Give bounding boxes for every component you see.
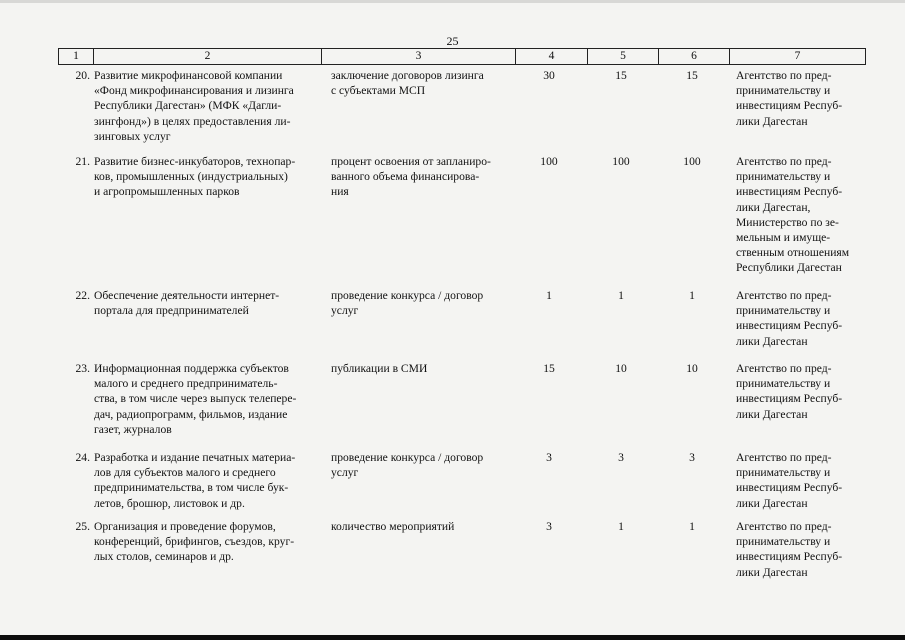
value-col-6: 3	[689, 451, 695, 464]
value-col-4: 1	[546, 289, 552, 302]
text-line: Агентство по пред-	[736, 362, 832, 375]
value-col-5: 1	[618, 520, 624, 533]
indicator	[331, 519, 531, 534]
text-line: инвестициям Респуб-	[736, 481, 843, 495]
value-col-6: 15	[686, 69, 698, 82]
indicator	[331, 68, 531, 98]
text-line: проведение конкурса / договор	[331, 289, 484, 302]
text-line: инвестициям Респуб-	[736, 550, 843, 564]
row-number: 20.	[75, 69, 90, 82]
indicator	[331, 154, 531, 200]
text-line: услуг	[331, 304, 359, 318]
text-line: ства, в том числе через выпуск телепере-	[94, 392, 297, 406]
row-number: 24.	[75, 451, 90, 464]
text-line: услуг	[331, 466, 359, 480]
text-line: летов, брошюр, листовок и др.	[94, 496, 245, 510]
value-col-5: 3	[618, 451, 624, 464]
text-line: лов для субъектов малого и среднего	[94, 466, 276, 480]
header-col-1: 1	[59, 49, 94, 64]
row-number: 23.	[75, 362, 90, 375]
measure-name	[94, 68, 330, 144]
text-line: Республики Дагестан	[736, 261, 842, 275]
text-line: принимательству и	[736, 170, 831, 184]
responsible	[736, 361, 868, 422]
text-line: Агентство по пред-	[736, 451, 832, 464]
text-line: принимательству и	[736, 466, 831, 480]
value-col-4: 3	[546, 451, 552, 464]
indicator	[331, 361, 531, 376]
text-line: предпринимательства, в том числе бук-	[94, 481, 289, 495]
text-line: Развитие микрофинансовой компании	[94, 69, 283, 82]
text-line: Обеспечение деятельности интернет-	[94, 289, 280, 302]
row-number: 25.	[75, 520, 90, 533]
text-line: ственным отношениям	[736, 246, 850, 260]
text-line: Министерство по зе-	[736, 215, 839, 229]
responsible	[736, 68, 868, 129]
value-col-6: 1	[689, 289, 695, 302]
row-number: 21.	[75, 155, 90, 168]
text-line: принимательству и	[736, 84, 831, 98]
measure-name	[94, 154, 330, 200]
value-col-4: 3	[546, 520, 552, 533]
measure-name	[94, 288, 330, 318]
value-col-4: 15	[543, 362, 555, 375]
text-line: «Фонд микрофинансирования и лизинга	[94, 84, 294, 98]
text-line: малого и среднего предприниматель-	[94, 377, 278, 391]
value-col-5: 10	[615, 362, 627, 375]
text-line: с субъектами МСП	[331, 84, 426, 98]
text-line: лики Дагестан	[736, 565, 808, 579]
text-line: и агропромышленных парков	[94, 185, 240, 199]
text-line: ния	[331, 185, 349, 199]
text-line: Агентство по пред-	[736, 520, 832, 533]
text-line: инвестициям Респуб-	[736, 99, 843, 113]
value-col-6: 100	[683, 155, 701, 168]
text-line: Агентство по пред-	[736, 155, 832, 168]
text-line: Республики Дагестан» (МФК «Дагли-	[94, 99, 282, 113]
responsible	[736, 288, 868, 349]
text-line: лики Дагестан	[736, 496, 808, 510]
text-line: инвестициям Респуб-	[736, 185, 843, 199]
text-line: Агентство по пред-	[736, 69, 832, 82]
text-line: Информационная поддержка субъектов	[94, 362, 289, 375]
text-line: Агентство по пред-	[736, 289, 832, 302]
text-line: проведение конкурса / договор	[331, 451, 484, 464]
text-line: мельным и имуще-	[736, 231, 831, 245]
value-col-4: 100	[540, 155, 558, 168]
text-line: публикации в СМИ	[331, 362, 428, 375]
text-line: лики Дагестан	[736, 114, 808, 128]
header-col-3: 3	[322, 49, 516, 64]
header-col-7: 7	[730, 49, 866, 64]
text-line: инвестициям Респуб-	[736, 392, 843, 406]
text-line: конференций, брифингов, съездов, круг-	[94, 535, 295, 549]
text-line: лики Дагестан	[736, 334, 808, 348]
header-col-2: 2	[94, 49, 322, 64]
text-line: ков, промышленных (индустриальных)	[94, 170, 288, 184]
text-line: портала для предпринимателей	[94, 304, 249, 318]
measure-name	[94, 361, 330, 437]
text-line: принимательству и	[736, 377, 831, 391]
value-col-5: 1	[618, 289, 624, 302]
text-line: ванного объема финансирова-	[331, 170, 480, 184]
measure-name	[94, 450, 330, 511]
value-col-5: 100	[612, 155, 630, 168]
text-line: зингфонд») в целях предоставления ли-	[94, 114, 291, 128]
indicator	[331, 288, 531, 318]
table-header	[58, 48, 866, 65]
scan-edge-top	[0, 0, 905, 3]
responsible	[736, 519, 868, 580]
page-number: 25	[446, 34, 459, 48]
responsible	[736, 450, 868, 511]
text-line: газет, журналов	[94, 422, 172, 436]
text-line: количество мероприятий	[331, 520, 455, 533]
text-line: лики Дагестан,	[736, 200, 811, 214]
text-line: зинговых услуг	[94, 129, 171, 143]
scan-edge-bottom	[0, 635, 905, 640]
text-line: Организация и проведение форумов,	[94, 520, 276, 533]
measure-name	[94, 519, 330, 565]
row-number: 22.	[75, 289, 90, 302]
text-line: принимательству и	[736, 535, 831, 549]
text-line: лых столов, семинаров и др.	[94, 550, 234, 564]
header-col-6: 6	[659, 49, 730, 64]
text-line: дач, радиопрограмм, фильмов, издание	[94, 407, 288, 421]
text-line: заключение договоров лизинга	[331, 69, 484, 82]
header-col-5: 5	[588, 49, 659, 64]
text-line: Разработка и издание печатных материа-	[94, 451, 296, 464]
text-line: лики Дагестан	[736, 407, 808, 421]
text-line: принимательству и	[736, 304, 831, 318]
header-col-4: 4	[516, 49, 588, 64]
responsible	[736, 154, 868, 276]
value-col-5: 15	[615, 69, 627, 82]
text-line: процент освоения от запланиро-	[331, 155, 491, 168]
value-col-6: 1	[689, 520, 695, 533]
text-line: Развитие бизнес-инкубаторов, технопар-	[94, 155, 296, 168]
value-col-4: 30	[543, 69, 555, 82]
indicator	[331, 450, 531, 480]
value-col-6: 10	[686, 362, 698, 375]
text-line: инвестициям Респуб-	[736, 319, 843, 333]
